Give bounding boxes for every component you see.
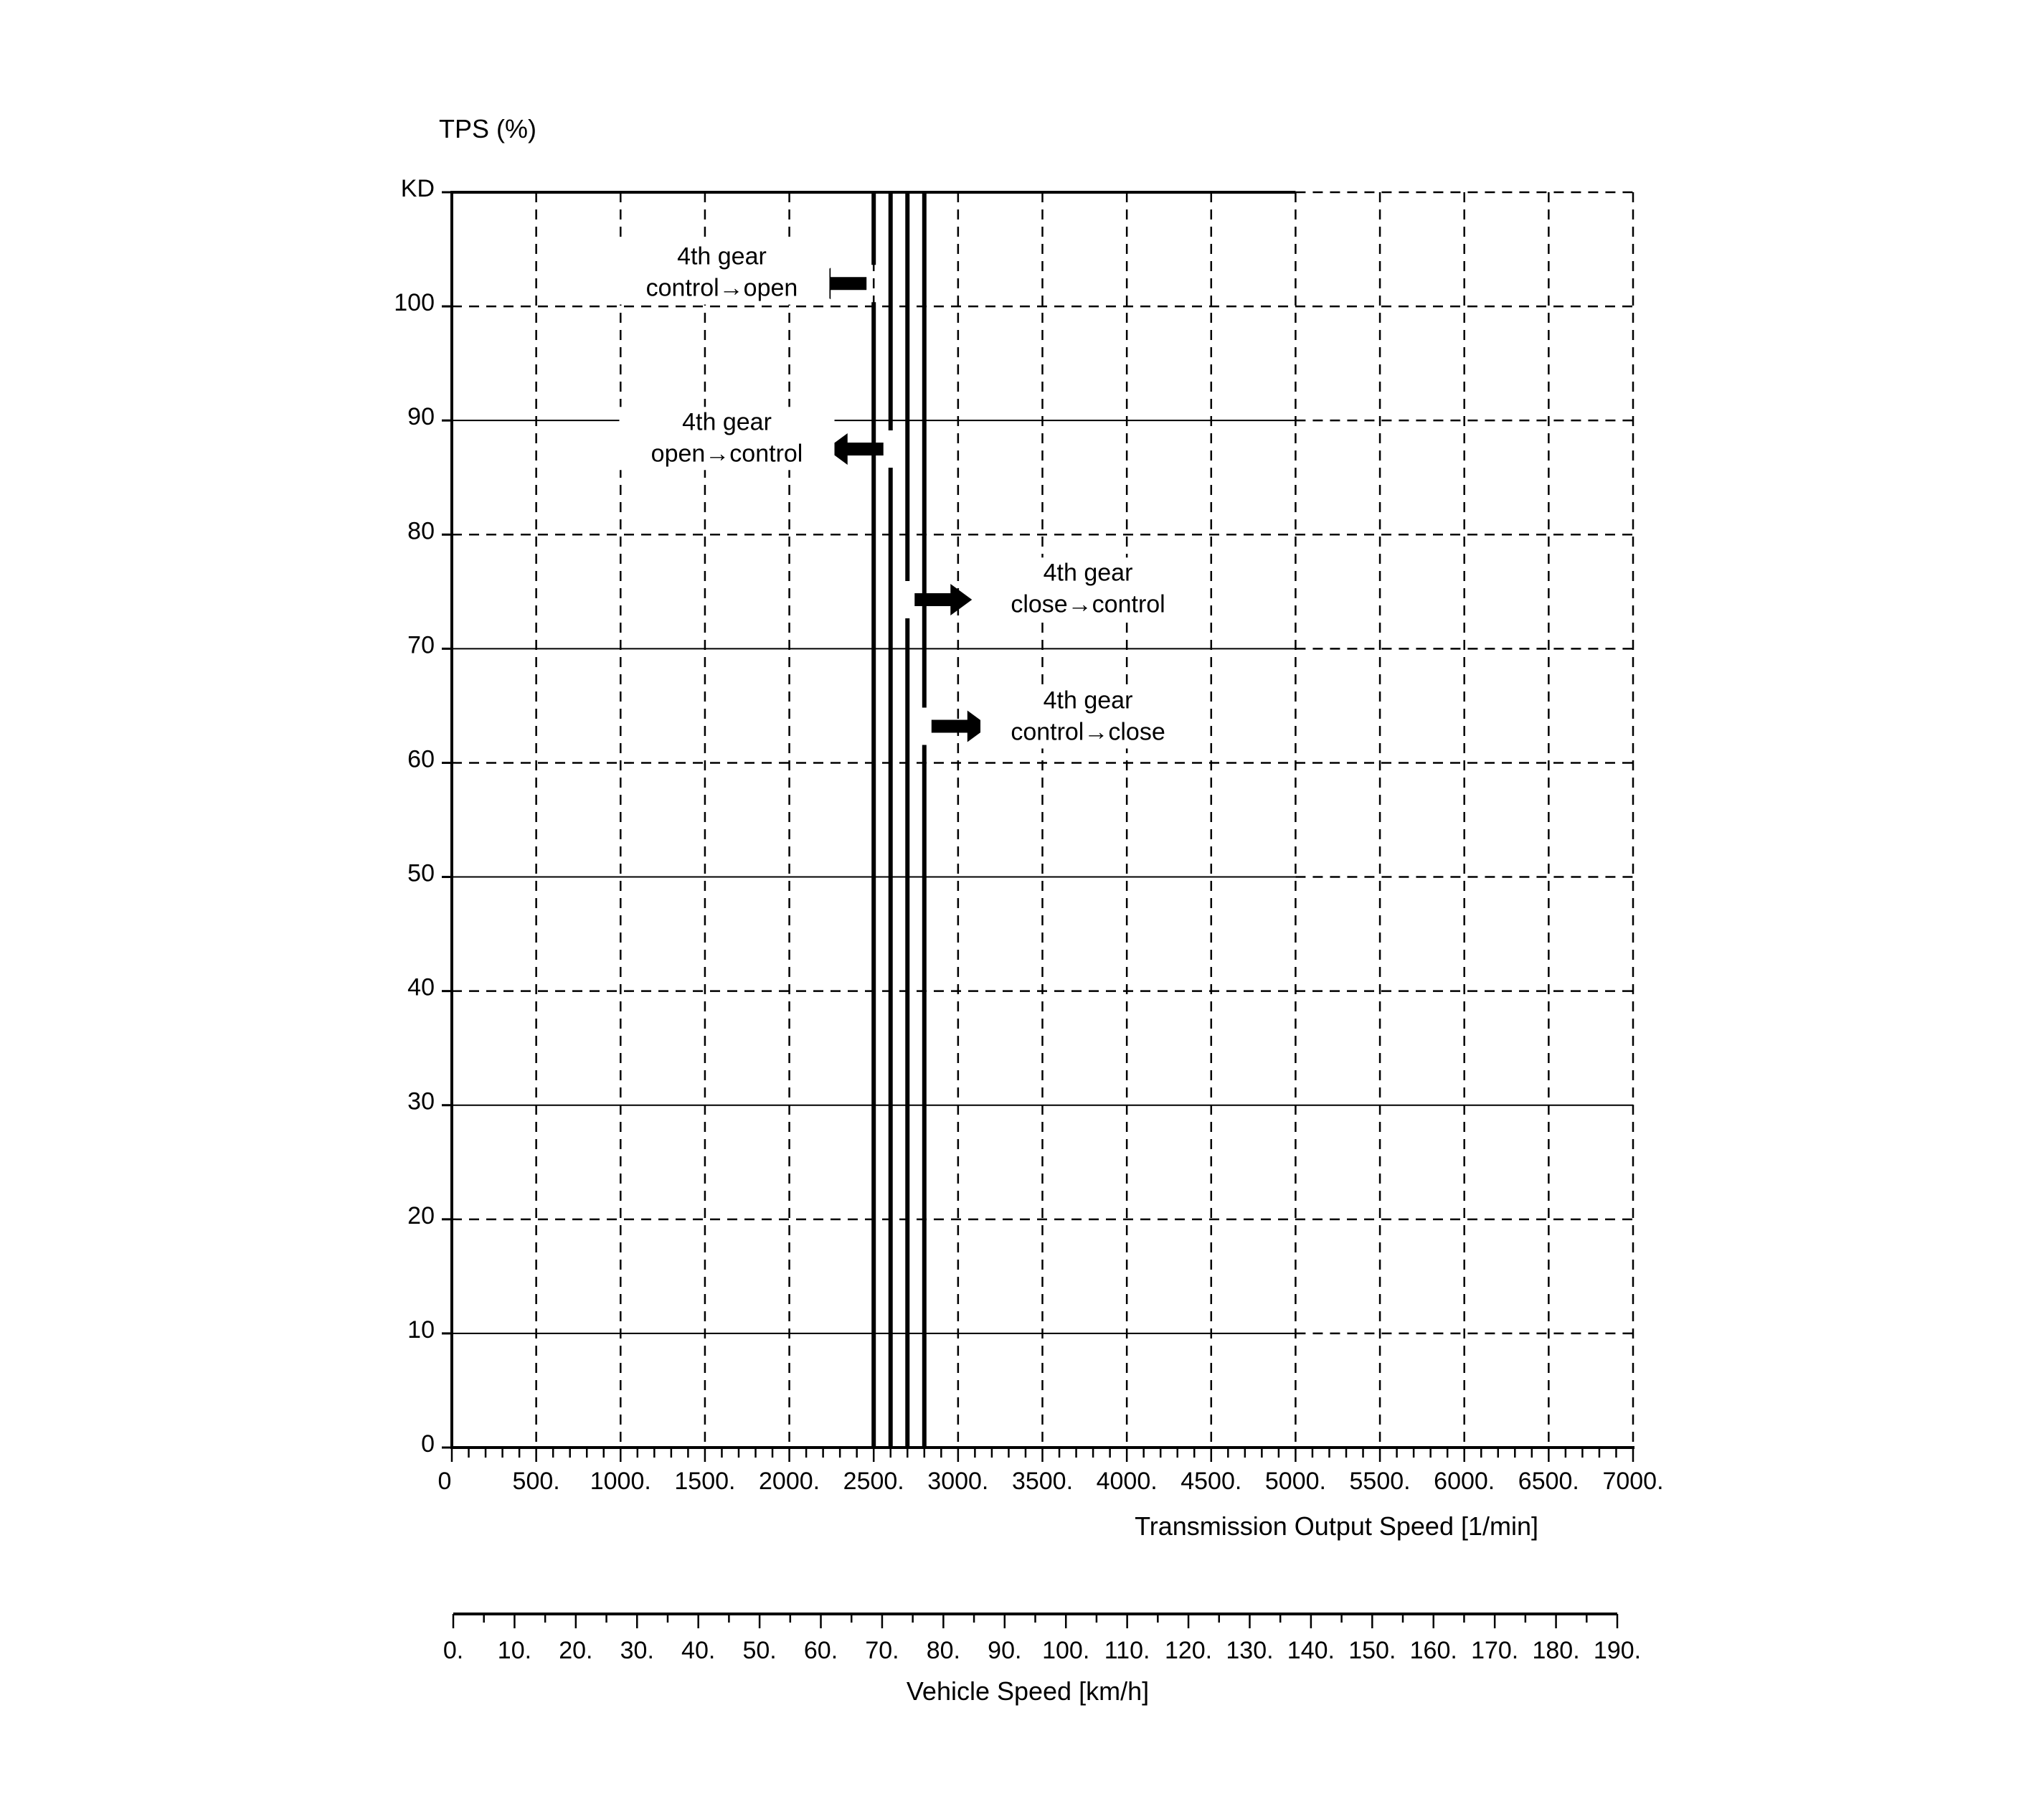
x-tick-label: 4500. (1180, 1468, 1242, 1495)
x-tick-label: 4000. (1096, 1468, 1158, 1495)
y-tick-label: 50 (407, 859, 435, 887)
series (809, 192, 989, 1448)
y-tick-label: 10 (407, 1316, 435, 1344)
y-tick-label: 60 (407, 745, 435, 773)
x2-tick-label: 110. (1104, 1637, 1150, 1664)
x2-tick-label: 90. (988, 1637, 1022, 1664)
annotation-line1: 4th gear (1043, 559, 1133, 587)
y-tick-label: 40 (407, 973, 435, 1001)
x2-tick-label: 190. (1593, 1637, 1642, 1664)
x-tick-label: 3000. (927, 1468, 989, 1495)
x-axis-label: Transmission Output Speed [1/min] (1135, 1511, 1538, 1541)
x2-tick-label: 40. (681, 1637, 716, 1664)
x-tick-label: 2500. (843, 1468, 904, 1495)
x-tick-label: 500. (512, 1468, 560, 1495)
x2-tick-label: 80. (926, 1637, 961, 1664)
x2-tick-label: 60. (803, 1637, 838, 1664)
x2-tick-label: 160. (1409, 1637, 1457, 1664)
axes (394, 175, 1663, 1664)
y-axis-label: TPS (%) (439, 114, 537, 143)
x-tick-label: 7000. (1602, 1468, 1664, 1495)
shift-line (924, 192, 989, 1448)
x-tick-label: 3500. (1011, 1468, 1074, 1495)
annotation-line2: control→close (1011, 718, 1165, 746)
y-tick-label: KD (400, 175, 435, 202)
x-tick-label: 1000. (590, 1468, 651, 1495)
x2-tick-label: 170. (1471, 1637, 1519, 1664)
shift-arrow (932, 711, 989, 742)
x-tick-label: 0 (437, 1468, 452, 1495)
annotation-line2: close→control (1011, 590, 1165, 618)
shift-line (809, 192, 874, 1448)
x2-tick-label: 50. (742, 1637, 777, 1664)
y-tick-label: 0 (421, 1430, 435, 1458)
x2-tick-label: 30. (620, 1637, 654, 1664)
x2-tick-label: 150. (1348, 1637, 1396, 1664)
x-tick-label: 6000. (1434, 1468, 1495, 1495)
x2-tick-label: 10. (497, 1637, 532, 1664)
x-tick-label: 1500. (674, 1468, 736, 1495)
annotation-line1: 4th gear (677, 242, 767, 270)
y-tick-label: 80 (407, 517, 435, 545)
x2-tick-label: 20. (559, 1637, 593, 1664)
y-tick-label: 100 (394, 289, 435, 317)
y-tick-label: 30 (407, 1087, 435, 1115)
shift-line (826, 192, 891, 1448)
y-tick-label: 70 (407, 631, 435, 659)
annotation-line2: control→open (645, 274, 798, 302)
x2-tick-label: 100. (1042, 1637, 1090, 1664)
x2-tick-label: 0. (443, 1637, 464, 1664)
x2-axis-label: Vehicle Speed [km/h] (906, 1676, 1150, 1706)
y-tick-label: 20 (407, 1201, 435, 1229)
x2-tick-label: 130. (1226, 1637, 1274, 1664)
x-tick-label: 6500. (1518, 1468, 1579, 1495)
x-tick-label: 5000. (1264, 1468, 1326, 1495)
x2-tick-label: 70. (865, 1637, 899, 1664)
annotation-line2: open→control (650, 440, 803, 468)
x2-tick-label: 140. (1287, 1637, 1335, 1664)
x-tick-label: 2000. (759, 1468, 820, 1495)
annotation-line1: 4th gear (682, 408, 772, 436)
shift-line (907, 192, 972, 1448)
y-tick-label: 90 (407, 403, 435, 431)
x2-tick-label: 120. (1164, 1637, 1213, 1664)
grid (452, 192, 1633, 1448)
annotation-line1: 4th gear (1043, 686, 1133, 714)
x2-tick-label: 180. (1532, 1637, 1580, 1664)
x-tick-label: 5500. (1349, 1468, 1411, 1495)
